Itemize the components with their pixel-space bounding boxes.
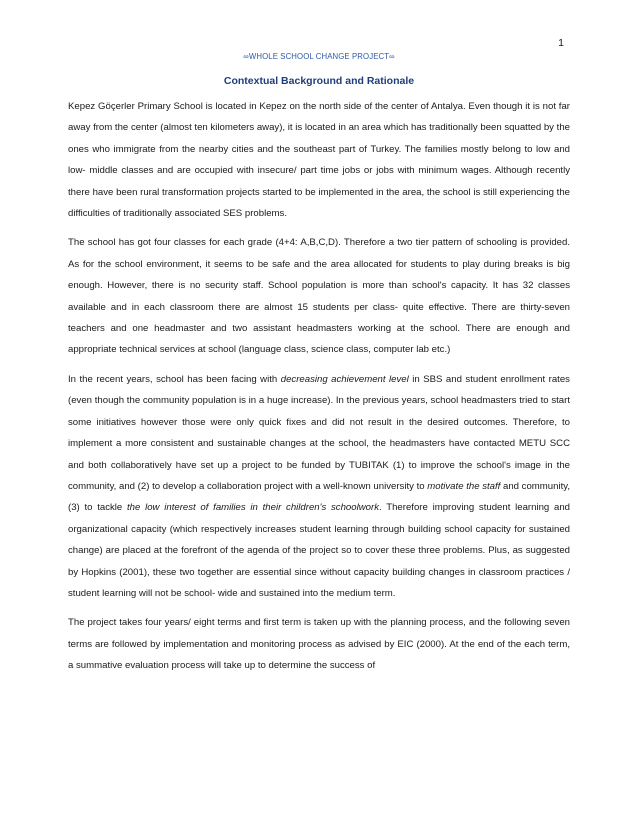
paragraph-3-text-a: In the recent years, school has been facing with xyxy=(68,373,281,385)
paragraph-3-text-b: in SBS and student enrollment rates (even though the community population is in a huge increase). In the previous years, school headmasters tried to start some initiatives however those were only quick fixes and did not result in the desired outcomes. Therefore, to implement a more consistent and sustainable changes at the school, the headmasters have contacted METU SCC and both collaboratively have set up a project to be funded by TUBITAK (1) to improve the school's image in the community, and (2) to develop a collaboration project with a well-known university to xyxy=(68,373,570,492)
document-body xyxy=(68,96,570,685)
page-number: 1 xyxy=(558,37,564,49)
paragraph-1: Kepez Göçerler Primary School is located in Kepez on the north side of the center of Antalya. Even though it is not far away from the center (almost ten kilometers away), it is located in an area which has traditionally been squatted by the ones who immigrate from the nearby cities and the southeast part of Turkey. The families mostly belong to low and low- middle classes and are occupied with insecure/ part time jobs or jobs with minimum wages. Although recently there have been rural transformation projects started to be implemented in the area, the school is still experiencing the difficulties of traditionally associated SES problems. xyxy=(68,101,570,220)
paragraph-3-text-c: and community, (3) to tackle xyxy=(68,480,571,514)
paragraph-3 xyxy=(68,369,570,604)
emphasis-low-interest-families: the low interest of families in their children's schoolwork xyxy=(127,502,379,514)
paragraph-3-text-d: . Therefore improving student learning and organizational capacity (which respectively increases student learning through building school capacity for sustained change) are placed at the forefront of the agenda of the project so to cover these three problems. Plus, as suggested by Hopkins (2001), these two together are essential since without capacity building changes in classroom practices / student learning will not be school- wide and sustained into the medium term. xyxy=(68,502,570,599)
emphasis-decreasing-achievement: decreasing achievement level xyxy=(280,373,409,385)
paragraph-2: The school has got four classes for each grade (4+4: A,B,C,D). Therefore a two tier pattern of schooling is provided. As for the school environment, it seems to be safe and the area allocated for students to play during breaks is big enough. However, there is no security staff. School population is more than school's capacity. It has 32 classes available and in each classroom there are almost 15 students per class- quite effective. There are thirty-seven teachers and one headmaster and two assistant headmasters working at the school. There are enough and appropriate technical services at school (language class, science class, computer lab etc.) xyxy=(68,237,570,356)
emphasis-motivate-staff: motivate the staff xyxy=(427,480,501,492)
project-header: ∞WHOLE SCHOOL CHANGE PROJECT∞ xyxy=(243,52,395,61)
paragraph-4: The project takes four years/ eight terms and first term is taken up with the planning process, and the following seven terms are followed by implementation and monitoring process as advised by EIC (2000). At the end of the each term, a summative evaluation process will take up to determine the success of xyxy=(68,617,570,672)
section-title: Contextual Background and Rationale xyxy=(223,75,415,87)
